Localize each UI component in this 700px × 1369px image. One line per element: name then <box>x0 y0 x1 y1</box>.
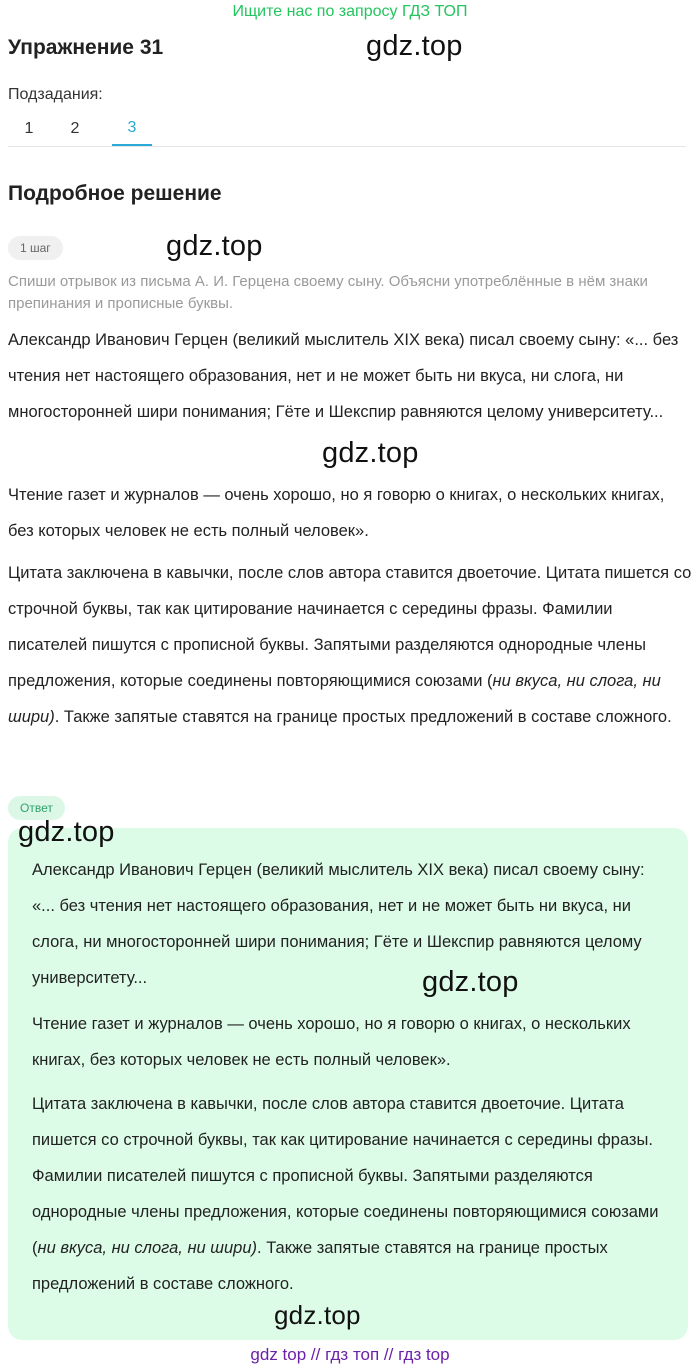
watermark: gdz.top <box>18 816 115 848</box>
watermark: gdz.top <box>322 437 419 469</box>
text-segment: Цитата заключена в кавычки, после слов автора ставится двоеточие. Цитата пишется со строчной буквы, так как цитирование начинается с середины фразы. Фамилии писателей пишутся с прописной буквы. Запятыми разделяются однородные члены предложения, которые соединены повторяющимися союзами ( <box>8 564 692 690</box>
answer-paragraph-1: Александр Иванович Герцен (великий мыслитель XIX века) писал своему сыну: «... без чтения нет настоящего образования, нет и не может быть ни вкуса, ни слога, ни многосторонней шири понимания; Гёте и Шекспир равняются целому университету... <box>32 861 645 987</box>
step-badge: 1 шаг <box>8 236 63 260</box>
italic-example: ни вкуса, ни слога, ни шири) <box>8 672 661 726</box>
text-segment: Цитата заключена в кавычки, после слов автора ставится двоеточие. Цитата пишется со строчной буквы, так как цитирование начинается с середины фразы. Фамилии писателей пишутся с прописной буквы. Запятыми разделяются однородные члены предложения, которые соединены повторяющимися союзами ( <box>32 1095 659 1257</box>
solution-paragraph-1: Александр Иванович Герцен (великий мыслитель XIX века) писал своему сыну: «... без чтения нет настоящего образования, нет и не может быть ни вкуса, ни слога, ни многосторонней шири понимания; Гёте и Шекспир равняются целому университету... <box>8 331 679 421</box>
footer-links[interactable]: gdz top // гдз топ // гдз top <box>250 1345 450 1364</box>
watermark: gdz.top <box>366 30 463 62</box>
answer-paragraph-2: Чтение газет и журналов — очень хорошо, но я говорю о книгах, о нескольких книгах, без которых человек не есть полный человек». <box>32 1015 631 1069</box>
watermark: gdz.top <box>274 1300 361 1330</box>
tab-3[interactable]: 3 <box>112 112 152 146</box>
subtasks-label: Подзадания: <box>8 86 103 103</box>
exercise-title: Упражнение 31 <box>8 36 164 59</box>
search-banner: Ищите нас по запросу ГДЗ ТОП <box>232 3 468 20</box>
watermark: gdz.top <box>166 230 263 262</box>
solution-paragraph-2: Чтение газет и журналов — очень хорошо, но я говорю о книгах, о нескольких книгах, без которых человек не есть полный человек». <box>8 486 665 540</box>
answer-paragraph-3 <box>32 1086 672 1302</box>
answer-badge: Ответ <box>8 796 65 820</box>
solution-paragraph-3 <box>8 555 692 735</box>
tab-2[interactable]: 2 <box>70 120 80 137</box>
watermark: gdz.top <box>422 966 519 998</box>
text-segment: . Также запятые ставятся на границе простых предложений в составе сложного. <box>54 708 672 726</box>
task-text: Спиши отрывок из письма А. И. Герцена своему сыну. Объясни употреблённые в нём знаки препинания и прописные буквы. <box>8 273 648 312</box>
divider <box>8 146 686 147</box>
text-segment: . Также запятые ставятся на границе простых предложений в составе сложного. <box>32 1239 608 1293</box>
italic-example: ни вкуса, ни слога, ни шири) <box>37 1239 258 1257</box>
subtask-tabs <box>8 112 156 146</box>
tab-1[interactable]: 1 <box>24 120 34 137</box>
section-title: Подробное решение <box>8 182 222 205</box>
